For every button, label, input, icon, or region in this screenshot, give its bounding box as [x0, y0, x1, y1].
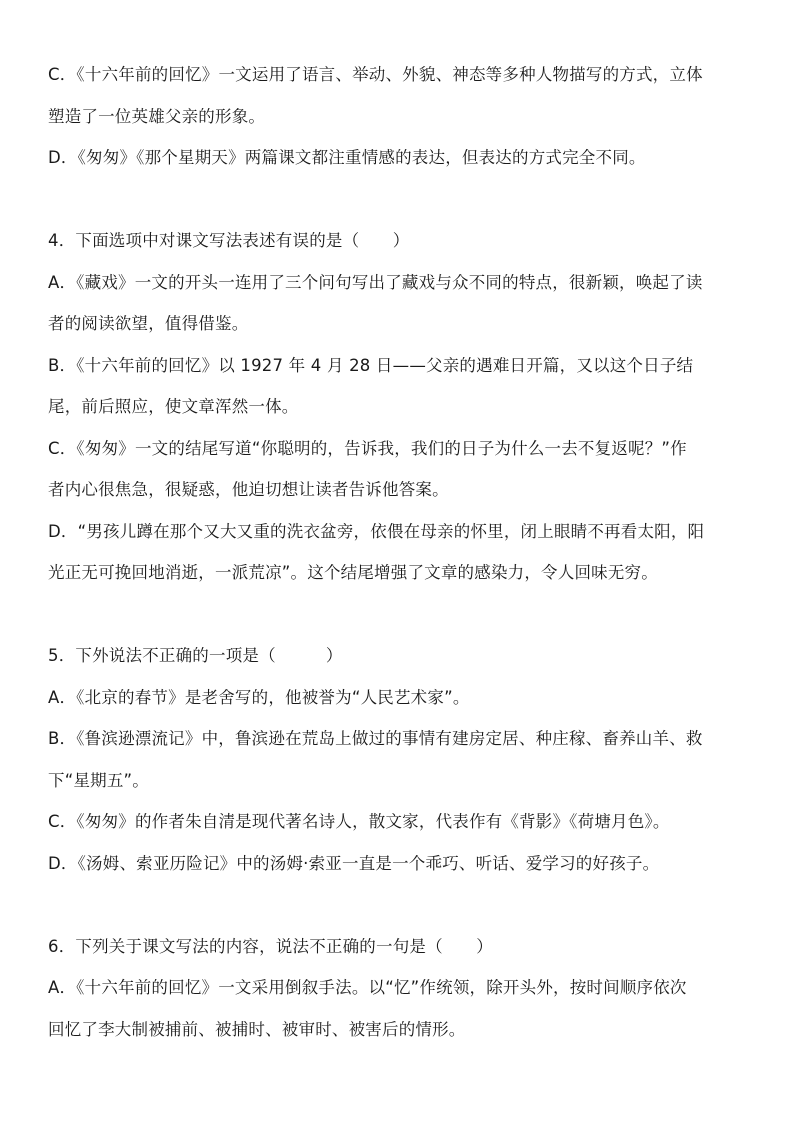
q6-option-a-line2: 回忆了李大制被捕前、被捕时、被审时、被害后的情形。 — [48, 1019, 466, 1039]
q4-option-a-line2: 者的阅读欲望，值得借鉴。 — [48, 314, 249, 333]
document-page — [48, 54, 728, 1050]
q4-option-c-line1: C．《匆匆》一文的结尾写道“你聪明的，告诉我，我们的日子为什么一去不复返呢？”作 — [48, 438, 687, 458]
q4-option-b-line1: B．《十六年前的回忆》以 1927 年 4 月 28 日——父亲的遇难日开篇，又以这个日子结 — [48, 355, 694, 375]
spacer — [48, 594, 728, 636]
q3-option-c-line2: 塑造了一位英雄父亲的形象。 — [48, 106, 266, 126]
q4-option-c-line2: 者内心很焦急，很疑惑，他迫切想让读者告诉他答案。 — [48, 480, 449, 499]
q6-option-a-line1: A．《十六年前的回忆》一文采用倒叙手法。以“忆”作统领，除开头外，按时间顺序依次 — [48, 978, 687, 997]
q5-option-a: A．《北京的春节》是老舍写的，他被誉为“人民艺术家”。 — [48, 687, 470, 707]
q3-option-c-line1: C．《十六年前的回忆》一文运用了语言、举动、外貌、神态等多种人物描写的方式，立体 — [48, 65, 703, 84]
q5-option-c: C．《匆匆》的作者朱自清是现代著名诗人，散文家，代表作有《背影》《荷塘月色》。 — [48, 812, 670, 831]
q4-option-d-line2: 光正无可挽回地消逝，一派荒凉”。这个结尾增强了文章的感染力，令人回味无穷。 — [48, 563, 658, 582]
q3-option-d: D．《匆匆》《那个星期天》两篇课文都注重情感的表达，但表达的方式完全不同。 — [48, 148, 646, 167]
q5-option-b-line1: B．《鲁滨逊漂流记》中，鲁滨逊在荒岛上做过的事情有建房定居、种庄稼、畜养山羊、救 — [48, 729, 703, 748]
q5-option-d: D．《汤姆、索亚历险记》中的汤姆·索亚一直是一个乖巧、听话、爱学习的好孩子。 — [48, 853, 660, 873]
q4-option-a-line1: A．《藏戏》一文的开头一连用了三个问句写出了藏戏与众不同的特点，很新颖，唤起了读 — [48, 272, 703, 292]
spacer — [48, 179, 728, 221]
question-4-stem: 4．下面选项中对课文写法表述有误的是（ ） — [48, 231, 410, 250]
spacer — [48, 884, 728, 926]
q5-option-b-line2: 下“星期五”。 — [48, 770, 149, 790]
q4-option-d-line1: D．“男孩儿蹲在那个又大又重的洗衣盆旁，依偎在母亲的怀里，闭上眼睛不再看太阳，阳 — [48, 521, 705, 541]
q4-option-b-line2: 尾，前后照应，使文章浑然一体。 — [48, 397, 299, 416]
question-5-stem: 5．下外说法不正确的一项是（ ） — [48, 646, 343, 665]
question-6-stem: 6．下列关于课文写法的内容，说法不正确的一句是（ ） — [48, 936, 493, 956]
